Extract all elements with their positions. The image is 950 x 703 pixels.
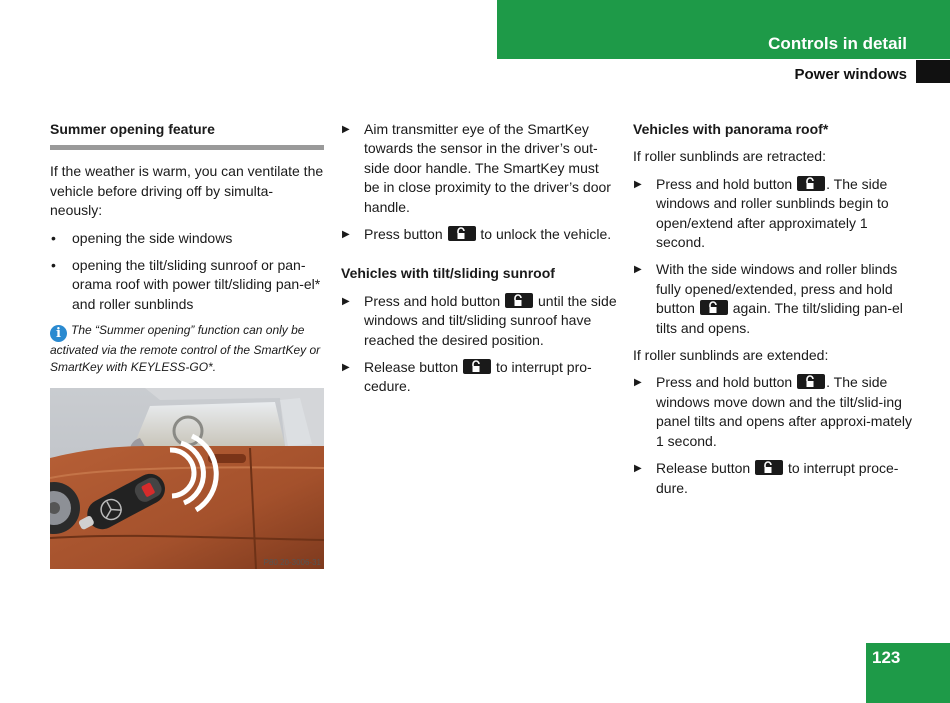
arrow-icon: ▶ xyxy=(634,377,642,389)
list-item: • opening the side windows xyxy=(51,229,233,246)
section-title: Controls in detail xyxy=(768,34,907,53)
car-door-image xyxy=(50,388,324,569)
info-note xyxy=(50,322,324,376)
column-left xyxy=(50,120,324,376)
list-item: ▶ Press and hold button . The side windows and roller sunblinds begin to open/extend after approximately 1 second. xyxy=(634,175,889,251)
list-item: ▶ Press button to unlock the vehicle. xyxy=(341,225,617,244)
step-list xyxy=(633,373,913,497)
section-tab-marker xyxy=(916,60,950,83)
step-list xyxy=(633,175,913,338)
smartkey-car-illustration xyxy=(50,388,324,569)
info-note-text: The “Summer opening” function can only be activated via the remote control of the SmartKey or SmartKey with KEYLESS-GO*. xyxy=(50,323,321,375)
unlock-button-icon xyxy=(797,374,825,389)
intro-paragraph: If the weather is warm, you can ventilate the vehicle before driving off by simulta-neously: xyxy=(50,163,324,219)
column-middle xyxy=(341,120,617,405)
unlock-button-icon xyxy=(755,460,783,475)
column-right xyxy=(633,120,913,506)
unlock-button-icon xyxy=(448,226,476,241)
arrow-icon: ▶ xyxy=(634,463,642,475)
arrow-icon: ▶ xyxy=(342,362,350,374)
list-item: ▶ Release button to interrupt proce-dure. xyxy=(634,460,899,496)
list-item: ▶ Release button to interrupt pro-cedure. xyxy=(342,359,592,395)
step-list xyxy=(341,292,617,397)
step-list xyxy=(341,120,617,244)
arrow-icon: ▶ xyxy=(342,229,350,241)
heading-summer-opening: Summer opening feature xyxy=(50,121,215,137)
list-item: ▶ Aim transmitter eye of the SmartKey towards the sensor in the driver’s out-side door handle. The SmartKey must be in close proximity to the driver’s door handle. xyxy=(342,121,611,215)
unlock-button-icon xyxy=(463,359,491,374)
info-icon: i xyxy=(50,325,67,342)
list-item: ▶ Press and hold button . The side windows move down and the tilt/slid-ing panel tilts and opens after approxi-mately 1 second. xyxy=(634,374,913,449)
unlock-button-icon xyxy=(700,300,728,315)
page-number: 123 xyxy=(872,648,901,667)
retracted-label: If roller sunblinds are retracted: xyxy=(633,148,826,165)
heading-rule xyxy=(50,145,324,150)
heading-panorama-roof: Vehicles with panorama roof* xyxy=(633,121,829,137)
bullet-list xyxy=(50,229,324,315)
arrow-icon: ▶ xyxy=(342,124,350,135)
subsection-title: Power windows xyxy=(794,66,907,83)
list-item: ▶ Press and hold button until the side windows and tilt/sliding sunroof have reached the desired position. xyxy=(342,292,617,348)
list-item: ▶ With the side windows and roller blinds fully opened/extended, press and hold button again. The tilt/sliding pan-el tilts and opens. xyxy=(634,261,903,336)
unlock-button-icon xyxy=(505,293,533,308)
heading-tilt-sliding-sunroof: Vehicles with tilt/sliding sunroof xyxy=(341,265,555,282)
arrow-icon: ▶ xyxy=(634,264,642,276)
unlock-button-icon xyxy=(797,176,825,191)
arrow-icon: ▶ xyxy=(342,295,350,307)
list-item: • opening the tilt/sliding sunroof or pan-orama roof with power tilt/sliding pan-el* and roller sunblinds xyxy=(51,257,321,312)
extended-label: If roller sunblinds are extended: xyxy=(633,347,829,364)
arrow-icon: ▶ xyxy=(634,178,642,190)
figure-code: P80.20-3006-31 xyxy=(263,558,321,567)
